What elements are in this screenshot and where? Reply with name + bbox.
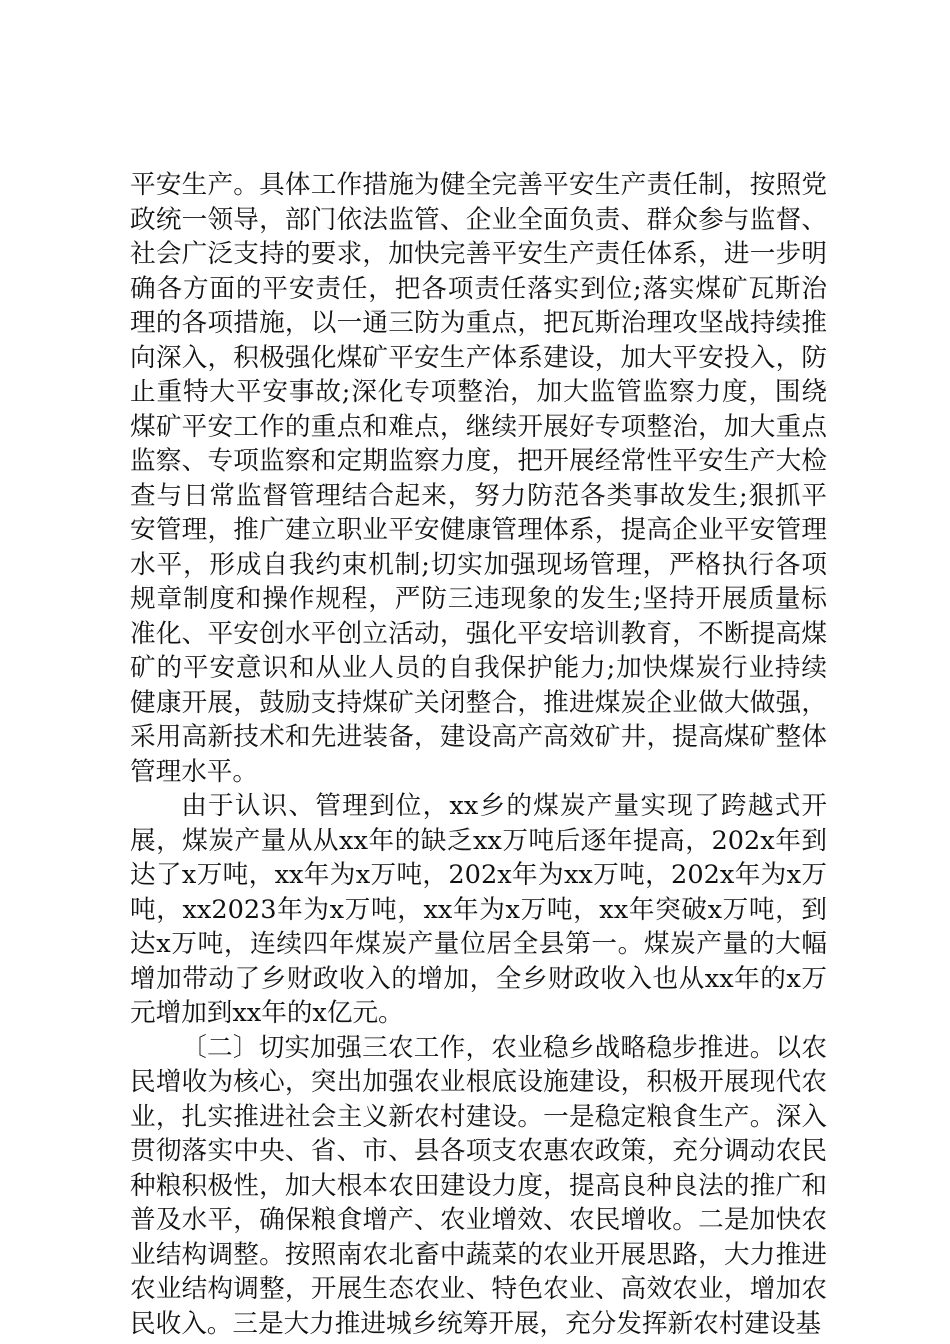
paragraph-1: 平安生产。具体工作措施为健全完善平安生产责任制，按照党政统一领导，部门依法监管、企业全面负责、群众参与监督、社会广泛支持的要求，加快完善平安生产责任体系，进一步明确各方面的平安责任，把各项责任落实到位;落实煤矿瓦斯治理的各项措施，以一通三防为重点，把瓦斯治理攻坚战持续推向深入，积极强化煤矿平安生产体系建设，加大平安投入，防止重特大平安事故;深化专项整治，加大监管监察力度，围绕煤矿平安工作的重点和难点，继续开展好专项整治，加大重点监察、专项监察和定期监察力度，把开展经常性平安生产大检查与日常监督管理结合起来，努力防范各类事故发生;狠抓平安管理，推广建立职业平安健康管理体系，提高企业平安管理水平，形成自我约束机制;切实加强现场管理，严格执行各项规章制度和操作规程，严防三违现象的发生;坚持开展质量标准化、平安创水平创立活动，强化平安培训教育，不断提高煤矿的平安意识和从业人员的自我保护能力;加快煤炭行业持续健康开展，鼓励支持煤矿关闭整合，推进煤炭企业做大做强，采用高新技术和先进装备，建设高产高效矿井，提高煤矿整体管理水平。: [130, 170, 827, 787]
paragraph-2: 由于认识、管理到位，xx乡的煤炭产量实现了跨越式开展，煤炭产量从从xx年的缺乏xx万吨后逐年提高，202x年到达了x万吨，xx年为x万吨，202x年为xx万吨，202x年为x万吨，xx2023年为x万吨，xx年为x万吨，xx年突破x万吨，到达x万吨，连续四年煤炭产量位居全县第一。煤炭产量的大幅增加带动了乡财政收入的增加，全乡财政收入也从xx年的x万元增加到xx年的x亿元。: [130, 791, 827, 1028]
body-text: [130, 168, 827, 1341]
paragraph-3: 〔二〕切实加强三农工作，农业稳乡战略稳步推进。以农民增收为核心，突出加强农业根底设施建设，积极开展现代农业，扎实推进社会主义新农村建设。一是稳定粮食生产。深入贯彻落实中央、省、市、县各项支农惠农政策，充分调动农民种粮积极性，加大根本农田建设力度，提高良种良法的推广和普及水平，确保粮食增产、农业增效、农民增收。二是加快农业结构调整。按照南农北畜中蔬菜的农业开展思路，大力推进农业结构调整，开展生态农业、特色农业、高效农业，增加农民收入。三是大力推进城乡统筹开展，充分发挥新农村建设基: [130, 1032, 827, 1339]
